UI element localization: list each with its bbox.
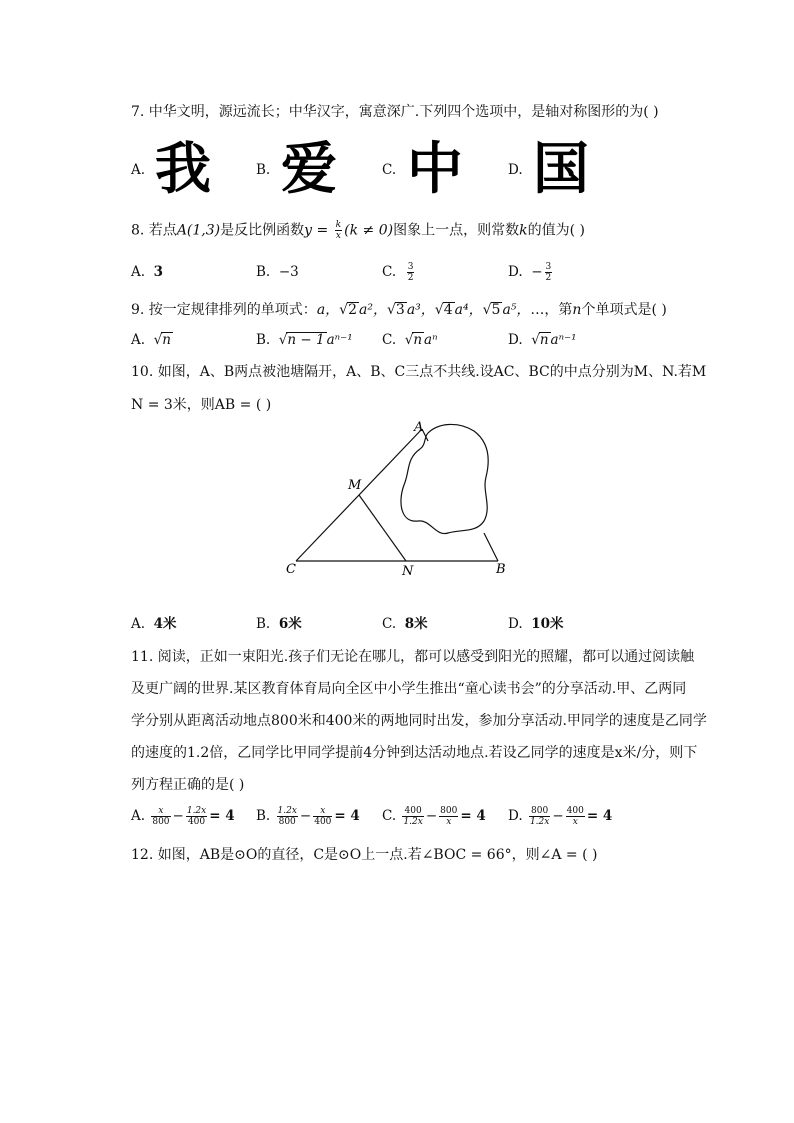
q11-b-f1d: 800 <box>278 817 296 827</box>
q7-option-b-glyph: 爱 <box>281 137 337 202</box>
q10-option-a <box>131 614 177 634</box>
q9-option-a: A. √n <box>131 332 171 348</box>
q11-option-d: D. $\frac{800}{1.2x}$ − $\frac{400}{x}$ = 4 <box>508 806 613 827</box>
q9-option-c-label: C. <box>382 332 397 348</box>
q8-var: k <box>519 222 528 239</box>
q8-option-c-den: 2 <box>407 273 414 283</box>
q9-rad-4: 4 <box>443 302 453 318</box>
q7-option-d-glyph: 国 <box>533 137 589 202</box>
q8-option-d-label: D. <box>508 264 523 280</box>
q10-option-c <box>382 614 428 634</box>
q9-pow-2: a²， <box>359 302 387 318</box>
q7-options <box>131 138 651 200</box>
q11-line-3: 学分别从距离活动地点800米和400米的两地同时出发，参加分享活动.甲同学的速度是乙同学 <box>131 713 707 729</box>
q7-option-a-label: A. <box>131 162 146 178</box>
label-n: N <box>402 564 414 579</box>
side-ab-lower <box>484 533 498 561</box>
q9-option-b-rad: n − 1 <box>287 332 325 348</box>
q10-option-c-label: C. <box>382 616 397 632</box>
q8-option-c-fraction <box>407 262 415 283</box>
q11-c-f1d: 1.2x <box>403 817 423 827</box>
q11-b-f1n: 1.2x <box>277 806 297 816</box>
q10-option-c-value: 8米 <box>404 616 428 632</box>
q10-line-1: 10. 如图，A、B两点被池塘隔开，A、B、C三点不共线.设AC、BC的中点分别为M、N.若M <box>131 364 707 380</box>
q11-a-rhs: = 4 <box>209 808 235 824</box>
q10-option-b <box>256 614 302 634</box>
q9-rad-5: 5 <box>491 302 501 318</box>
q9-stem-a: 9. 按一定规律排列的单项式： <box>131 302 317 318</box>
q11-option-b: B. $\frac{1.2x}{800}$ − $\frac{x}{400}$ = 4 <box>256 806 360 827</box>
q8-point: A(1,3) <box>176 222 221 239</box>
q10-options <box>131 614 651 636</box>
q7-stem: 7. 中华文明，源远流长；中华汉字，寓意深广.下列四个选项中，是轴对称图形的为( ) <box>131 104 659 120</box>
q8-stem <box>131 220 585 241</box>
q11-d-f2n: 400 <box>566 806 584 816</box>
q8-stem-a: 8. 若点 <box>131 222 177 239</box>
q8-option-c-num: 3 <box>407 262 414 272</box>
q9-pow-3: a³， <box>406 302 435 318</box>
q9-option-b-tail: aⁿ⁻¹ <box>326 332 353 348</box>
q9-option-b-label: B. <box>256 332 271 348</box>
q7-option-c-label: C. <box>382 162 397 178</box>
q9-option-c-rad: n <box>413 332 423 348</box>
q8-option-a <box>131 262 163 282</box>
q10-option-a-label: A. <box>131 616 146 632</box>
q11-a-f2d: 400 <box>187 817 206 827</box>
q11-option-c: C. $\frac{400}{1.2x}$ − $\frac{800}{x}$ = 4 <box>382 806 486 827</box>
q8-option-d-sign: − <box>531 264 543 280</box>
q8-func-fraction <box>335 220 342 241</box>
q8-func-num: k <box>335 220 342 230</box>
q8-option-c-label: C. <box>382 264 397 280</box>
q7-option-a-glyph: 我 <box>155 137 211 202</box>
q11-c-f2n: 800 <box>440 806 458 816</box>
q9-option-b: B. √n − 1 aⁿ⁻¹ <box>256 332 353 348</box>
q7-option-b-label: B. <box>256 162 271 178</box>
label-c: C <box>286 562 296 577</box>
q11-c-f2d: x <box>446 817 452 827</box>
q8-stem-c: 图象上一点，则常数 <box>393 222 520 239</box>
q8-option-c <box>382 262 416 283</box>
q9-stem: 9. 按一定规律排列的单项式：a，√2 a²，√3 a³，√4 a⁴，√5 a⁵，…，第n个单项式是( ) <box>131 302 667 318</box>
q11-c-f1n: 400 <box>402 806 423 817</box>
q8-stem-b: 是反比例函数 <box>220 222 305 239</box>
q11-b-rhs: = 4 <box>334 808 360 824</box>
label-b: B <box>496 562 506 577</box>
q11-options <box>131 806 651 830</box>
pond-shape <box>401 424 488 533</box>
q9-option-c: C. √n aⁿ <box>382 332 438 348</box>
q8-func-pre: y = <box>304 222 333 239</box>
q11-a-f2n: 1.2x <box>186 806 207 816</box>
q10-option-d-value: 10米 <box>531 616 564 632</box>
q7-option-c-glyph: 中 <box>407 137 463 202</box>
q11-line-4: 的速度的1.2倍，乙同学比甲同学提前4分钟到达活动地点.若设乙同学的速度是x米/分，则下 <box>131 745 698 761</box>
label-m: M <box>348 478 362 493</box>
q9-options <box>131 330 651 352</box>
q9-option-d-rad: n <box>539 332 549 348</box>
q9-term-1: a， <box>316 302 340 318</box>
q8-option-b <box>256 262 299 282</box>
q11-option-c-label: C. <box>382 808 397 824</box>
q9-rad-2: 2 <box>348 302 358 318</box>
q11-option-d-label: D. <box>508 808 523 824</box>
q11-d-f1d: 1.2x <box>529 817 550 827</box>
q8-func-post: (k ≠ 0) <box>344 222 394 239</box>
q10-option-d-label: D. <box>508 616 523 632</box>
q11-d-f1n: 800 <box>529 806 550 817</box>
q8-options <box>131 262 651 284</box>
q11-a-f1n: x <box>151 806 170 817</box>
q11-option-b-label: B. <box>256 808 271 824</box>
q11-c-rhs: = 4 <box>460 808 486 824</box>
q9-rad-3: 3 <box>395 302 405 318</box>
segment-mn <box>359 495 406 561</box>
q9-option-d: D. √n aⁿ⁻¹ <box>508 332 577 348</box>
q7-option-d-label: D. <box>508 162 523 178</box>
q11-option-a: A. $\frac{x}{800}$ − $\frac{1.2x}{400}$ = 4 <box>131 806 235 827</box>
q11-b-f2d: 400 <box>314 817 332 827</box>
q8-option-b-value: −3 <box>278 264 299 280</box>
q9-option-d-label: D. <box>508 332 523 348</box>
q8-option-d-num: 3 <box>545 262 552 272</box>
q11-option-a-label: A. <box>131 808 146 824</box>
q9-n: n <box>572 302 582 318</box>
q8-option-d-den: 2 <box>545 273 552 283</box>
q11-line-5: 列方程正确的是( ) <box>131 777 245 793</box>
q11-d-f2d: x <box>572 817 578 827</box>
q9-pow-4: a⁴， <box>454 302 483 318</box>
q8-option-d <box>508 262 554 283</box>
q8-func-den: x <box>335 231 341 241</box>
q9-dots: …，第 <box>530 302 573 318</box>
q11-b-f2n: x <box>313 806 332 817</box>
q11-a-f1d: 800 <box>152 817 170 827</box>
q9-option-a-rad: n <box>162 332 171 348</box>
q10-option-a-value: 4米 <box>153 616 177 632</box>
q11-line-2: 及更广阔的世界.某区教育体育局向全区中小学生推出“童心读书会”的分享活动.甲、乙两同 <box>131 681 687 697</box>
q9-option-d-tail: aⁿ⁻¹ <box>550 332 577 348</box>
q8-option-b-label: B. <box>256 264 271 280</box>
q8-stem-d: 的值为( ) <box>527 222 585 239</box>
q9-option-a-label: A. <box>131 332 146 348</box>
label-a: A <box>414 420 424 435</box>
q8-option-a-label: A. <box>131 264 146 280</box>
q10-option-d <box>508 614 564 634</box>
q8-option-a-value: 3 <box>153 264 164 280</box>
q10-option-b-value: 6米 <box>278 616 302 632</box>
q8-option-d-fraction <box>545 262 553 283</box>
q10-option-b-label: B. <box>256 616 271 632</box>
q11-line-1: 11. 阅读，正如一束阳光.孩子们无论在哪儿，都可以感受到阳光的照耀，都可以通过阅读触 <box>131 649 695 665</box>
q9-stem-b: 个单项式是( ) <box>581 302 667 318</box>
q9-pow-5: a⁵， <box>502 302 531 318</box>
q9-option-c-tail: aⁿ <box>424 332 438 348</box>
q10-line-2: N = 3米，则AB = ( ) <box>131 397 272 413</box>
q10-figure <box>280 415 520 580</box>
q12-stem: 12. 如图，AB是⊙O的直径，C是⊙O上一点.若∠BOC = 66°，则∠A = ( ) <box>131 847 598 863</box>
q11-d-rhs: = 4 <box>586 808 613 824</box>
